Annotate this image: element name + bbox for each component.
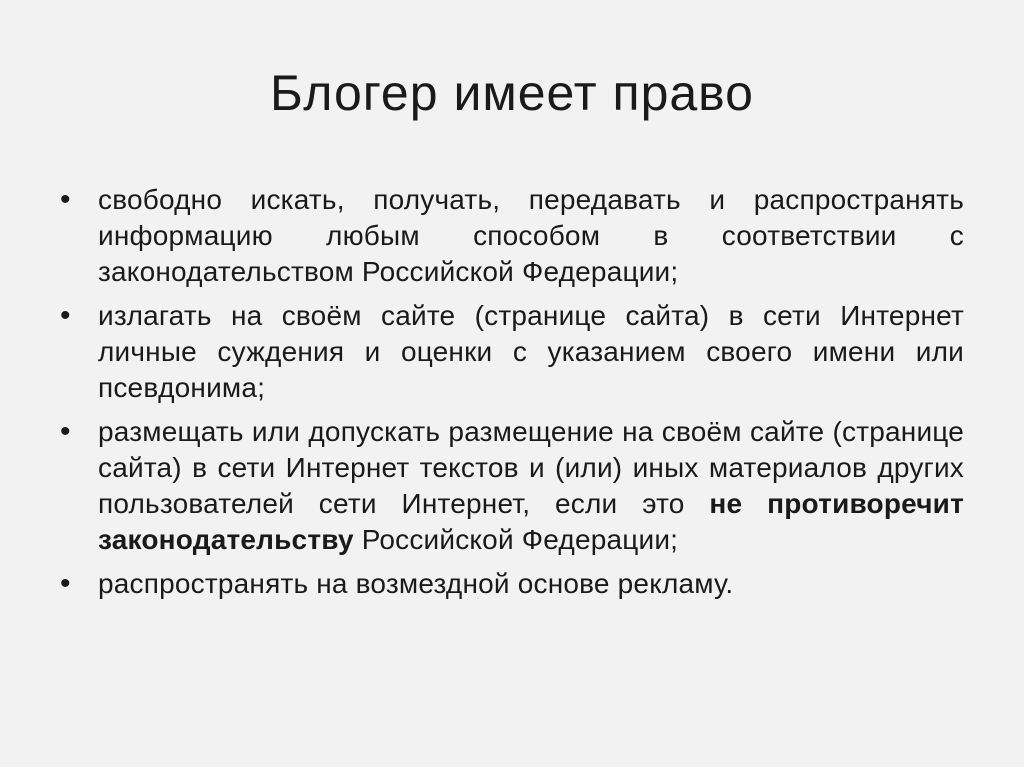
slide-title: Блогер имеет право (270, 65, 754, 121)
bullet-icon: • (60, 183, 71, 216)
bullet-text: излагать на своём сайте (странице сайта) в сети Интернет личные суждения и оценки с указанием своего имени или псевдонима; (98, 300, 964, 403)
bullet-text-part: размещать или допускать размещение на своём сайте (странице сайта) в сети Интернет текстов и (или) иных материалов других пользователей сети Интернет, если это (98, 416, 964, 519)
bullet-text: распространять на возмездной основе рекламу. (98, 568, 734, 599)
bullet-item-4 (60, 566, 964, 602)
bullet-icon: • (60, 415, 71, 448)
bullet-item-1 (60, 182, 964, 290)
bullet-item-3 (60, 414, 964, 558)
bullet-icon: • (60, 299, 71, 332)
bullet-icon: • (60, 567, 71, 600)
bullet-text (98, 414, 964, 558)
bullet-list (60, 182, 964, 610)
bullet-item-2 (60, 298, 964, 406)
bullet-text-part: Российской Федерации; (353, 524, 679, 555)
bullet-text: свободно искать, получать, передавать и распространять информацию любым способом в соответствии с законодательством Российской Федерации; (98, 184, 964, 287)
bold-emphasis-text: не противоречит законодательству (98, 488, 964, 555)
